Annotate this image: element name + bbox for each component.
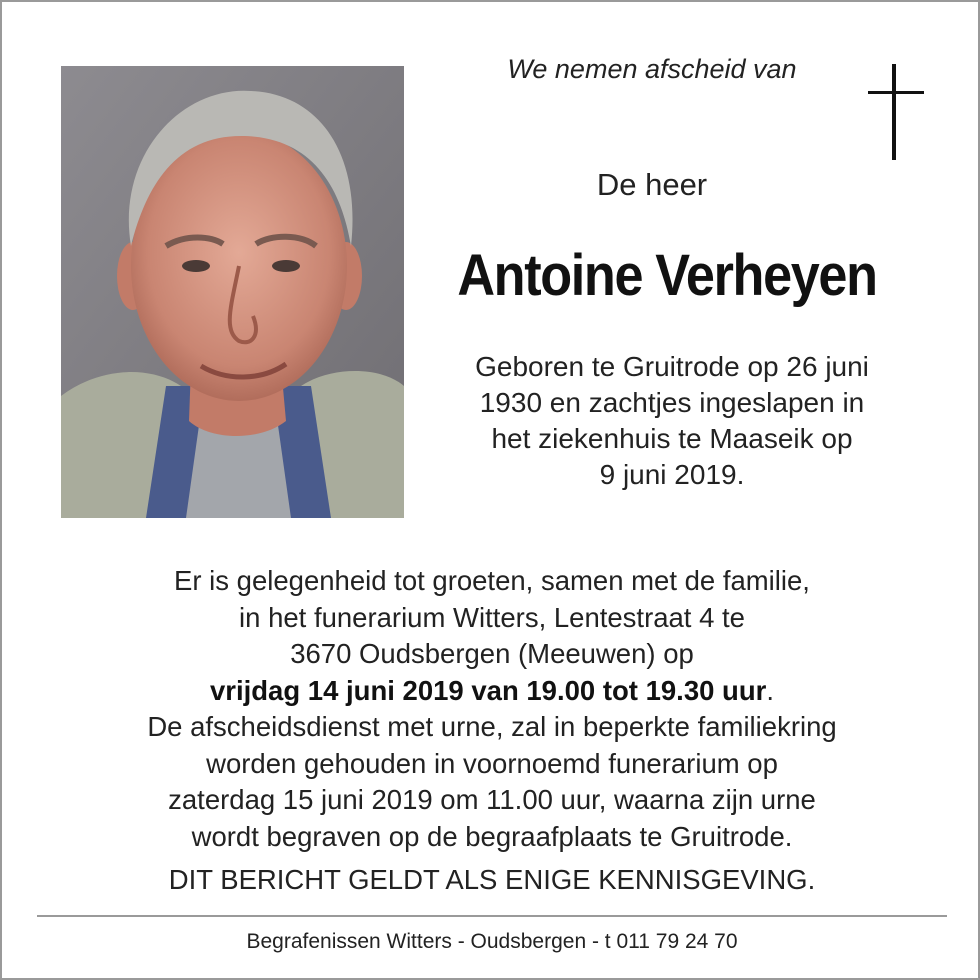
birth-line: Geboren te Gruitrode op 26 juni <box>475 351 869 382</box>
visitation-period: . <box>766 674 774 706</box>
cross-vertical-bar <box>892 64 896 160</box>
birth-death-details <box>432 349 912 493</box>
portrait-photo <box>61 66 404 518</box>
ceremony-line: worden gehouden in voornoemd funerarium op <box>206 747 778 779</box>
funeral-home-footer: Begrafenissen Witters - Oudsbergen - t 011 79 24 70 <box>246 930 738 953</box>
ceremony-line: Er is gelegenheid tot groeten, samen met de familie, <box>174 565 810 596</box>
ceremony-line: wordt begraven op de begraafplaats te Gruitrode. <box>191 820 793 852</box>
birth-line: het ziekenhuis te Maaseik op <box>491 423 853 454</box>
notice-text: DIT BERICHT GELDT ALS ENIGE KENNISGEVING. <box>168 864 816 895</box>
birth-line: 9 juni 2019. <box>599 459 745 490</box>
divider <box>37 915 947 917</box>
ceremony-line: in het funerarium Witters, Lentestraat 4 te <box>239 601 745 633</box>
birth-line: 1930 en zachtjes ingeslapen in <box>479 387 865 418</box>
deceased-name: Antoine Verheyen <box>457 243 877 308</box>
ceremony-line: zaterdag 15 juni 2019 om 11.00 uur, waarna zijn urne <box>168 784 816 815</box>
ceremony-line: 3670 Oudsbergen (Meeuwen) op <box>290 638 694 669</box>
latin-cross-icon <box>868 64 924 160</box>
salutation: De heer <box>596 167 708 202</box>
intro-text: We nemen afscheid van <box>507 54 797 84</box>
ceremony-details <box>42 563 942 855</box>
visitation-line <box>42 673 942 710</box>
visitation-time: vrijdag 14 juni 2019 van 19.00 tot 19.30 uur <box>209 674 767 706</box>
cross-horizontal-bar <box>868 91 924 94</box>
ceremony-line: De afscheidsdienst met urne, zal in beperkte familiekring <box>147 711 837 742</box>
